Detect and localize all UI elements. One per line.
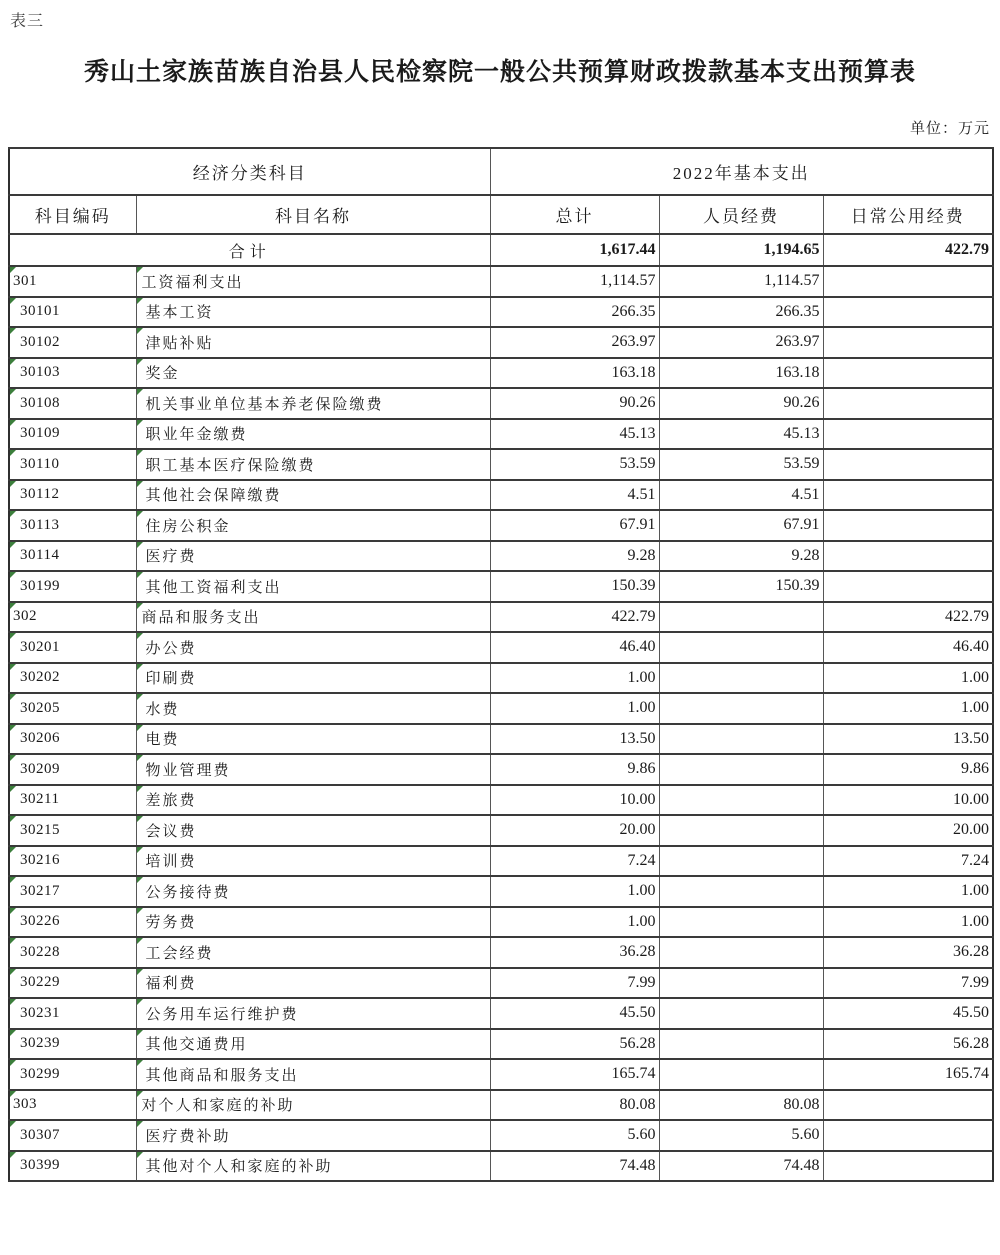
daily-public-amount-cell xyxy=(823,297,993,328)
daily-public-amount-cell xyxy=(823,510,993,541)
excel-flag-icon xyxy=(137,572,143,578)
excel-flag-icon xyxy=(137,542,143,548)
personnel-amount-cell xyxy=(659,754,823,785)
excel-flag-icon xyxy=(137,908,143,914)
excel-flag-icon xyxy=(10,1152,16,1158)
excel-flag-icon xyxy=(10,1030,16,1036)
table-row xyxy=(9,388,993,419)
excel-flag-icon xyxy=(137,999,143,1005)
excel-flag-icon xyxy=(137,786,143,792)
excel-flag-icon xyxy=(10,969,16,975)
header-columns-row xyxy=(9,195,993,234)
subject-code-cell: 30231 xyxy=(9,998,136,1029)
excel-flag-icon xyxy=(10,603,16,609)
subject-name-cell: 津贴补贴 xyxy=(136,327,490,358)
personnel-amount-cell xyxy=(659,968,823,999)
table-row xyxy=(9,297,993,328)
personnel-amount-cell xyxy=(659,663,823,694)
subject-code-cell: 302 xyxy=(9,602,136,633)
table-row xyxy=(9,571,993,602)
total-amount-cell: 5.60 xyxy=(490,1120,659,1151)
subject-code-cell: 30202 xyxy=(9,663,136,694)
subject-code-cell: 30109 xyxy=(9,419,136,450)
subject-name-cell: 培训费 xyxy=(136,846,490,877)
subject-name-cell: 印刷费 xyxy=(136,663,490,694)
daily-public-amount-cell xyxy=(823,388,993,419)
subject-name-cell: 公务接待费 xyxy=(136,876,490,907)
daily-public-amount-cell xyxy=(823,419,993,450)
total-amount-cell: 7.99 xyxy=(490,968,659,999)
total-amount-cell: 165.74 xyxy=(490,1059,659,1090)
personnel-amount-cell: 67.91 xyxy=(659,510,823,541)
excel-flag-icon xyxy=(137,481,143,487)
personnel-amount-cell: 45.13 xyxy=(659,419,823,450)
excel-flag-icon xyxy=(137,755,143,761)
excel-flag-icon xyxy=(10,664,16,670)
subject-name-cell: 公务用车运行维护费 xyxy=(136,998,490,1029)
personnel-amount-cell: 5.60 xyxy=(659,1120,823,1151)
personnel-amount-cell xyxy=(659,1029,823,1060)
table-row xyxy=(9,510,993,541)
total-amount-cell: 263.97 xyxy=(490,327,659,358)
table-row xyxy=(9,1090,993,1121)
daily-public-amount-cell: 1.00 xyxy=(823,876,993,907)
subject-code-cell: 30112 xyxy=(9,480,136,511)
total-amount-cell: 1.00 xyxy=(490,907,659,938)
subject-code-cell: 30229 xyxy=(9,968,136,999)
daily-public-amount-cell xyxy=(823,571,993,602)
subject-code-cell: 30199 xyxy=(9,571,136,602)
grand-total-total: 1,617.44 xyxy=(490,234,659,266)
personnel-amount-cell: 90.26 xyxy=(659,388,823,419)
excel-flag-icon xyxy=(137,450,143,456)
personnel-amount-cell: 150.39 xyxy=(659,571,823,602)
excel-flag-icon xyxy=(137,725,143,731)
total-amount-cell: 90.26 xyxy=(490,388,659,419)
subject-name-cell: 差旅费 xyxy=(136,785,490,816)
table-row xyxy=(9,1059,993,1090)
excel-flag-icon xyxy=(137,267,143,273)
excel-flag-icon xyxy=(137,633,143,639)
daily-public-amount-cell xyxy=(823,327,993,358)
subject-code-cell: 30101 xyxy=(9,297,136,328)
excel-flag-icon xyxy=(10,694,16,700)
table-row xyxy=(9,602,993,633)
excel-flag-icon xyxy=(10,420,16,426)
column-header-total: 总计 xyxy=(490,195,659,234)
subject-code-cell: 30307 xyxy=(9,1120,136,1151)
excel-flag-icon xyxy=(137,359,143,365)
excel-flag-icon xyxy=(10,481,16,487)
total-amount-cell: 46.40 xyxy=(490,632,659,663)
subject-name-cell: 医疗费 xyxy=(136,541,490,572)
subject-name-cell: 工会经费 xyxy=(136,937,490,968)
daily-public-amount-cell xyxy=(823,480,993,511)
personnel-amount-cell xyxy=(659,907,823,938)
excel-flag-icon xyxy=(10,359,16,365)
excel-flag-icon xyxy=(10,298,16,304)
daily-public-amount-cell: 46.40 xyxy=(823,632,993,663)
table-row xyxy=(9,480,993,511)
total-amount-cell: 9.28 xyxy=(490,541,659,572)
daily-public-amount-cell: 45.50 xyxy=(823,998,993,1029)
table-row xyxy=(9,876,993,907)
subject-name-cell: 办公费 xyxy=(136,632,490,663)
personnel-amount-cell: 4.51 xyxy=(659,480,823,511)
subject-code-cell: 30239 xyxy=(9,1029,136,1060)
excel-flag-icon xyxy=(137,328,143,334)
header-2022-basic-expenditure: 2022年基本支出 xyxy=(490,148,993,195)
subject-code-cell: 30103 xyxy=(9,358,136,389)
subject-name-cell: 对个人和家庭的补助 xyxy=(136,1090,490,1121)
total-amount-cell: 45.13 xyxy=(490,419,659,450)
daily-public-amount-cell xyxy=(823,541,993,572)
excel-flag-icon xyxy=(137,816,143,822)
grand-total-label: 合计 xyxy=(9,234,490,266)
excel-flag-icon xyxy=(137,389,143,395)
daily-public-amount-cell: 10.00 xyxy=(823,785,993,816)
table-row xyxy=(9,632,993,663)
table-row xyxy=(9,968,993,999)
subject-name-cell: 职工基本医疗保险缴费 xyxy=(136,449,490,480)
total-amount-cell: 4.51 xyxy=(490,480,659,511)
table-row xyxy=(9,998,993,1029)
daily-public-amount-cell: 7.24 xyxy=(823,846,993,877)
subject-code-cell: 30215 xyxy=(9,815,136,846)
subject-name-cell: 水费 xyxy=(136,693,490,724)
table-row xyxy=(9,907,993,938)
excel-flag-icon xyxy=(10,999,16,1005)
grand-total-daily: 422.79 xyxy=(823,234,993,266)
daily-public-amount-cell: 1.00 xyxy=(823,907,993,938)
total-amount-cell: 36.28 xyxy=(490,937,659,968)
header-group-row xyxy=(9,148,993,195)
personnel-amount-cell: 266.35 xyxy=(659,297,823,328)
subject-code-cell: 303 xyxy=(9,1090,136,1121)
table-row xyxy=(9,358,993,389)
grand-total-personnel: 1,194.65 xyxy=(659,234,823,266)
excel-flag-icon xyxy=(10,389,16,395)
excel-flag-icon xyxy=(137,1091,143,1097)
excel-flag-icon xyxy=(10,786,16,792)
subject-name-cell: 其他社会保障缴费 xyxy=(136,480,490,511)
personnel-amount-cell xyxy=(659,724,823,755)
excel-flag-icon xyxy=(137,938,143,944)
table-row xyxy=(9,1151,993,1182)
subject-name-cell: 其他对个人和家庭的补助 xyxy=(136,1151,490,1182)
table-row xyxy=(9,754,993,785)
excel-flag-icon xyxy=(10,908,16,914)
excel-flag-icon xyxy=(137,603,143,609)
subject-name-cell: 医疗费补助 xyxy=(136,1120,490,1151)
table-row xyxy=(9,724,993,755)
excel-flag-icon xyxy=(10,267,16,273)
total-amount-cell: 266.35 xyxy=(490,297,659,328)
table-row xyxy=(9,449,993,480)
personnel-amount-cell xyxy=(659,785,823,816)
daily-public-amount-cell xyxy=(823,1151,993,1182)
excel-flag-icon xyxy=(137,1030,143,1036)
daily-public-amount-cell: 1.00 xyxy=(823,693,993,724)
subject-name-cell: 其他商品和服务支出 xyxy=(136,1059,490,1090)
excel-flag-icon xyxy=(137,969,143,975)
subject-code-cell: 30114 xyxy=(9,541,136,572)
total-amount-cell: 150.39 xyxy=(490,571,659,602)
subject-name-cell: 工资福利支出 xyxy=(136,266,490,297)
subject-code-cell: 30299 xyxy=(9,1059,136,1090)
header-economic-classification: 经济分类科目 xyxy=(9,148,490,195)
subject-name-cell: 住房公积金 xyxy=(136,510,490,541)
table-row xyxy=(9,266,993,297)
daily-public-amount-cell: 422.79 xyxy=(823,602,993,633)
excel-flag-icon xyxy=(10,542,16,548)
subject-name-cell: 电费 xyxy=(136,724,490,755)
total-amount-cell: 74.48 xyxy=(490,1151,659,1182)
subject-code-cell: 30209 xyxy=(9,754,136,785)
daily-public-amount-cell: 36.28 xyxy=(823,937,993,968)
excel-flag-icon xyxy=(10,816,16,822)
column-header-subject-name: 科目名称 xyxy=(136,195,490,234)
daily-public-amount-cell: 9.86 xyxy=(823,754,993,785)
excel-flag-icon xyxy=(10,1121,16,1127)
personnel-amount-cell xyxy=(659,937,823,968)
subject-code-cell: 30201 xyxy=(9,632,136,663)
daily-public-amount-cell: 1.00 xyxy=(823,663,993,694)
excel-flag-icon xyxy=(137,664,143,670)
excel-flag-icon xyxy=(10,328,16,334)
total-amount-cell: 1,114.57 xyxy=(490,266,659,297)
excel-flag-icon xyxy=(137,420,143,426)
table-row xyxy=(9,785,993,816)
table-row xyxy=(9,1120,993,1151)
grand-total-row xyxy=(9,234,993,266)
excel-flag-icon xyxy=(10,877,16,883)
daily-public-amount-cell xyxy=(823,449,993,480)
excel-flag-icon xyxy=(10,725,16,731)
subject-code-cell: 30102 xyxy=(9,327,136,358)
excel-flag-icon xyxy=(137,1152,143,1158)
daily-public-amount-cell xyxy=(823,1090,993,1121)
total-amount-cell: 20.00 xyxy=(490,815,659,846)
subject-name-cell: 物业管理费 xyxy=(136,754,490,785)
total-amount-cell: 9.86 xyxy=(490,754,659,785)
excel-flag-icon xyxy=(10,1091,16,1097)
personnel-amount-cell: 163.18 xyxy=(659,358,823,389)
total-amount-cell: 67.91 xyxy=(490,510,659,541)
daily-public-amount-cell: 20.00 xyxy=(823,815,993,846)
table-row xyxy=(9,846,993,877)
subject-code-cell: 30206 xyxy=(9,724,136,755)
personnel-amount-cell: 74.48 xyxy=(659,1151,823,1182)
total-amount-cell: 422.79 xyxy=(490,602,659,633)
page-title: 秀山土家族苗族自治县人民检察院一般公共预算财政拨款基本支出预算表 xyxy=(83,59,916,86)
excel-flag-icon xyxy=(10,1060,16,1066)
subject-code-cell: 30113 xyxy=(9,510,136,541)
excel-flag-icon xyxy=(10,633,16,639)
column-header-subject-code: 科目编码 xyxy=(9,195,136,234)
total-amount-cell: 163.18 xyxy=(490,358,659,389)
excel-flag-icon xyxy=(10,938,16,944)
column-header-personnel-funds: 人员经费 xyxy=(659,195,823,234)
column-header-daily-public-funds: 日常公用经费 xyxy=(823,195,993,234)
subject-name-cell: 机关事业单位基本养老保险缴费 xyxy=(136,388,490,419)
total-amount-cell: 10.00 xyxy=(490,785,659,816)
excel-flag-icon xyxy=(137,298,143,304)
excel-flag-icon xyxy=(10,511,16,517)
subject-code-cell: 30108 xyxy=(9,388,136,419)
subject-code-cell: 30226 xyxy=(9,907,136,938)
subject-name-cell: 其他交通费用 xyxy=(136,1029,490,1060)
total-amount-cell: 1.00 xyxy=(490,876,659,907)
personnel-amount-cell xyxy=(659,998,823,1029)
subject-code-cell: 30205 xyxy=(9,693,136,724)
table-row xyxy=(9,663,993,694)
subject-code-cell: 30216 xyxy=(9,846,136,877)
total-amount-cell: 80.08 xyxy=(490,1090,659,1121)
personnel-amount-cell xyxy=(659,602,823,633)
personnel-amount-cell: 53.59 xyxy=(659,449,823,480)
excel-flag-icon xyxy=(10,572,16,578)
total-amount-cell: 13.50 xyxy=(490,724,659,755)
excel-flag-icon xyxy=(137,847,143,853)
table-number-label: 表三 xyxy=(10,13,45,30)
subject-code-cell: 30217 xyxy=(9,876,136,907)
excel-flag-icon xyxy=(137,877,143,883)
personnel-amount-cell xyxy=(659,846,823,877)
subject-name-cell: 基本工资 xyxy=(136,297,490,328)
subject-name-cell: 会议费 xyxy=(136,815,490,846)
subject-name-cell: 劳务费 xyxy=(136,907,490,938)
excel-flag-icon xyxy=(137,1060,143,1066)
table-row xyxy=(9,327,993,358)
total-amount-cell: 7.24 xyxy=(490,846,659,877)
excel-flag-icon xyxy=(10,755,16,761)
subject-name-cell: 福利费 xyxy=(136,968,490,999)
personnel-amount-cell xyxy=(659,815,823,846)
subject-code-cell: 301 xyxy=(9,266,136,297)
personnel-amount-cell: 9.28 xyxy=(659,541,823,572)
personnel-amount-cell: 263.97 xyxy=(659,327,823,358)
subject-code-cell: 30228 xyxy=(9,937,136,968)
daily-public-amount-cell: 7.99 xyxy=(823,968,993,999)
subject-code-cell: 30211 xyxy=(9,785,136,816)
personnel-amount-cell xyxy=(659,693,823,724)
excel-flag-icon xyxy=(10,450,16,456)
unit-label: 单位：万元 xyxy=(909,121,990,137)
excel-flag-icon xyxy=(137,511,143,517)
table-row xyxy=(9,541,993,572)
total-amount-cell: 1.00 xyxy=(490,663,659,694)
total-amount-cell: 53.59 xyxy=(490,449,659,480)
subject-name-cell: 其他工资福利支出 xyxy=(136,571,490,602)
table-row xyxy=(9,937,993,968)
table-row xyxy=(9,419,993,450)
personnel-amount-cell xyxy=(659,632,823,663)
daily-public-amount-cell xyxy=(823,1120,993,1151)
subject-code-cell: 30399 xyxy=(9,1151,136,1182)
personnel-amount-cell: 1,114.57 xyxy=(659,266,823,297)
daily-public-amount-cell: 13.50 xyxy=(823,724,993,755)
total-amount-cell: 1.00 xyxy=(490,693,659,724)
excel-flag-icon xyxy=(10,847,16,853)
daily-public-amount-cell xyxy=(823,358,993,389)
total-amount-cell: 45.50 xyxy=(490,998,659,1029)
daily-public-amount-cell: 56.28 xyxy=(823,1029,993,1060)
subject-name-cell: 商品和服务支出 xyxy=(136,602,490,633)
daily-public-amount-cell: 165.74 xyxy=(823,1059,993,1090)
daily-public-amount-cell xyxy=(823,266,993,297)
subject-name-cell: 奖金 xyxy=(136,358,490,389)
table-row xyxy=(9,1029,993,1060)
personnel-amount-cell xyxy=(659,1059,823,1090)
table-row xyxy=(9,815,993,846)
subject-code-cell: 30110 xyxy=(9,449,136,480)
personnel-amount-cell: 80.08 xyxy=(659,1090,823,1121)
subject-name-cell: 职业年金缴费 xyxy=(136,419,490,450)
personnel-amount-cell xyxy=(659,876,823,907)
table-row xyxy=(9,693,993,724)
total-amount-cell: 56.28 xyxy=(490,1029,659,1060)
excel-flag-icon xyxy=(137,694,143,700)
budget-table xyxy=(8,147,994,1182)
excel-flag-icon xyxy=(137,1121,143,1127)
